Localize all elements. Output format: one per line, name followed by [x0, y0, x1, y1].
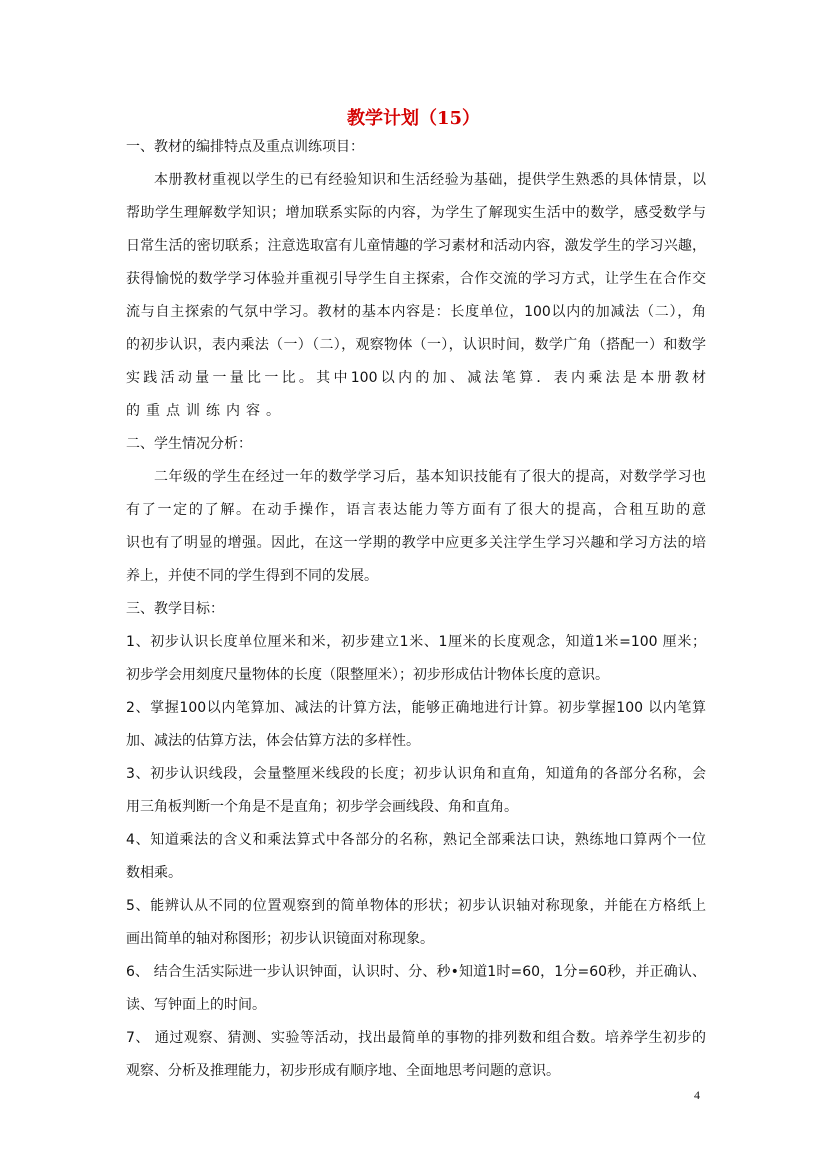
document-body	[126, 136, 706, 1093]
paragraph-line: 获得愉悦的数学学习体验并重视引导学生自主探索，合作交流的学习方式，让学生在合作交	[126, 271, 706, 287]
section-heading-2: 二、学生情况分析：	[126, 436, 252, 452]
paragraph-line: 帮助学生理解数学知识；增加联系实际的内容，为学生了解现实生活中的数学，感受数学与	[126, 205, 706, 221]
objective-line: 4、知道乘法的含义和乘法算式中各部分的名称，熟记全部乘法口诀，熟练地口算两个一位	[126, 832, 706, 848]
page-number: 4	[694, 1088, 700, 1102]
objective-line: 数相乘。	[126, 865, 182, 881]
section-heading-3: 三、教学目标：	[126, 601, 224, 617]
paragraph-line: 日常生活的密切联系；注意选取富有儿童情趣的学习素材和活动内容，激发学生的学习兴趣，	[126, 238, 706, 254]
objective-line: 1、初步认识长度单位厘米和米，初步建立1米、1厘米的长度观念，知道1米=100 厘米；	[126, 634, 706, 650]
paragraph-line: 养上，并使不同的学生得到不同的发展。	[126, 568, 378, 584]
objective-line: 初步学会用刻度尺量物体的长度（限整厘米）；初步形成估计物体长度的意识。	[126, 667, 609, 683]
objective-line: 观察、分析及推理能力，初步形成有顺序地、全面地思考问题的意识。	[126, 1063, 560, 1079]
paragraph-line: 的重点训练内容。	[126, 403, 286, 419]
section-heading-1: 一、教材的编排特点及重点训练项目：	[126, 139, 364, 155]
objective-line: 5、能辨认从不同的位置观察到的简单物体的形状；初步认识轴对称现象，并能在方格纸上	[126, 898, 706, 914]
paragraph-line: 流与自主探索的气氛中学习。教材的基本内容是：长度单位，100以内的加减法（二），角	[126, 304, 706, 320]
paragraph-line: 二年级的学生在经过一年的数学学习后，基本知识技能有了很大的提高，对数学学习也	[154, 469, 706, 485]
paragraph-line: 本册教材重视以学生的已有经验知识和生活经验为基础，提供学生熟悉的具体情景，以	[154, 172, 706, 188]
objective-line: 6、 结合生活实际进一步认识钟面，认识时、分、秒•知道1时=60，1分=60秒，并正确认、	[126, 964, 706, 980]
paragraph-line: 的初步认识，表内乘法（一）（二），观察物体（一），认识时间，数学广角（搭配一）和数学	[126, 337, 706, 353]
objective-line: 画出简单的轴对称图形；初步认识镜面对称现象。	[126, 931, 434, 947]
paragraph-line: 实践活动量一量比一比。其中100以内的加、减法笔算．表内乘法是本册教材	[126, 370, 706, 386]
objective-line: 7、 通过观察、猜测、实验等活动，找出最简单的事物的排列数和组合数。培养学生初步的	[126, 1030, 706, 1046]
objective-line: 读、写钟面上的时间。	[126, 997, 266, 1013]
objective-line: 3、初步认识线段，会量整厘米线段的长度；初步认识角和直角，知道角的各部分名称，会	[126, 766, 706, 782]
objective-line: 2、掌握100以内笔算加、减法的计算方法，能够正确地进行计算。初步掌握100 以内笔算	[126, 700, 706, 716]
paragraph-line: 识也有了明显的增强。因此，在这一学期的教学中应更多关注学生学习兴趣和学习方法的培	[126, 535, 706, 551]
objective-line: 加、减法的估算方法，体会估算方法的多样性。	[126, 733, 420, 749]
paragraph-line: 有了一定的了解。在动手操作，语言表达能力等方面有了很大的提高，合租互助的意	[126, 502, 706, 518]
objective-line: 用三角板判断一个角是不是直角；初步学会画线段、角和直角。	[126, 799, 518, 815]
page-title: 教学计划（15）	[346, 108, 481, 129]
